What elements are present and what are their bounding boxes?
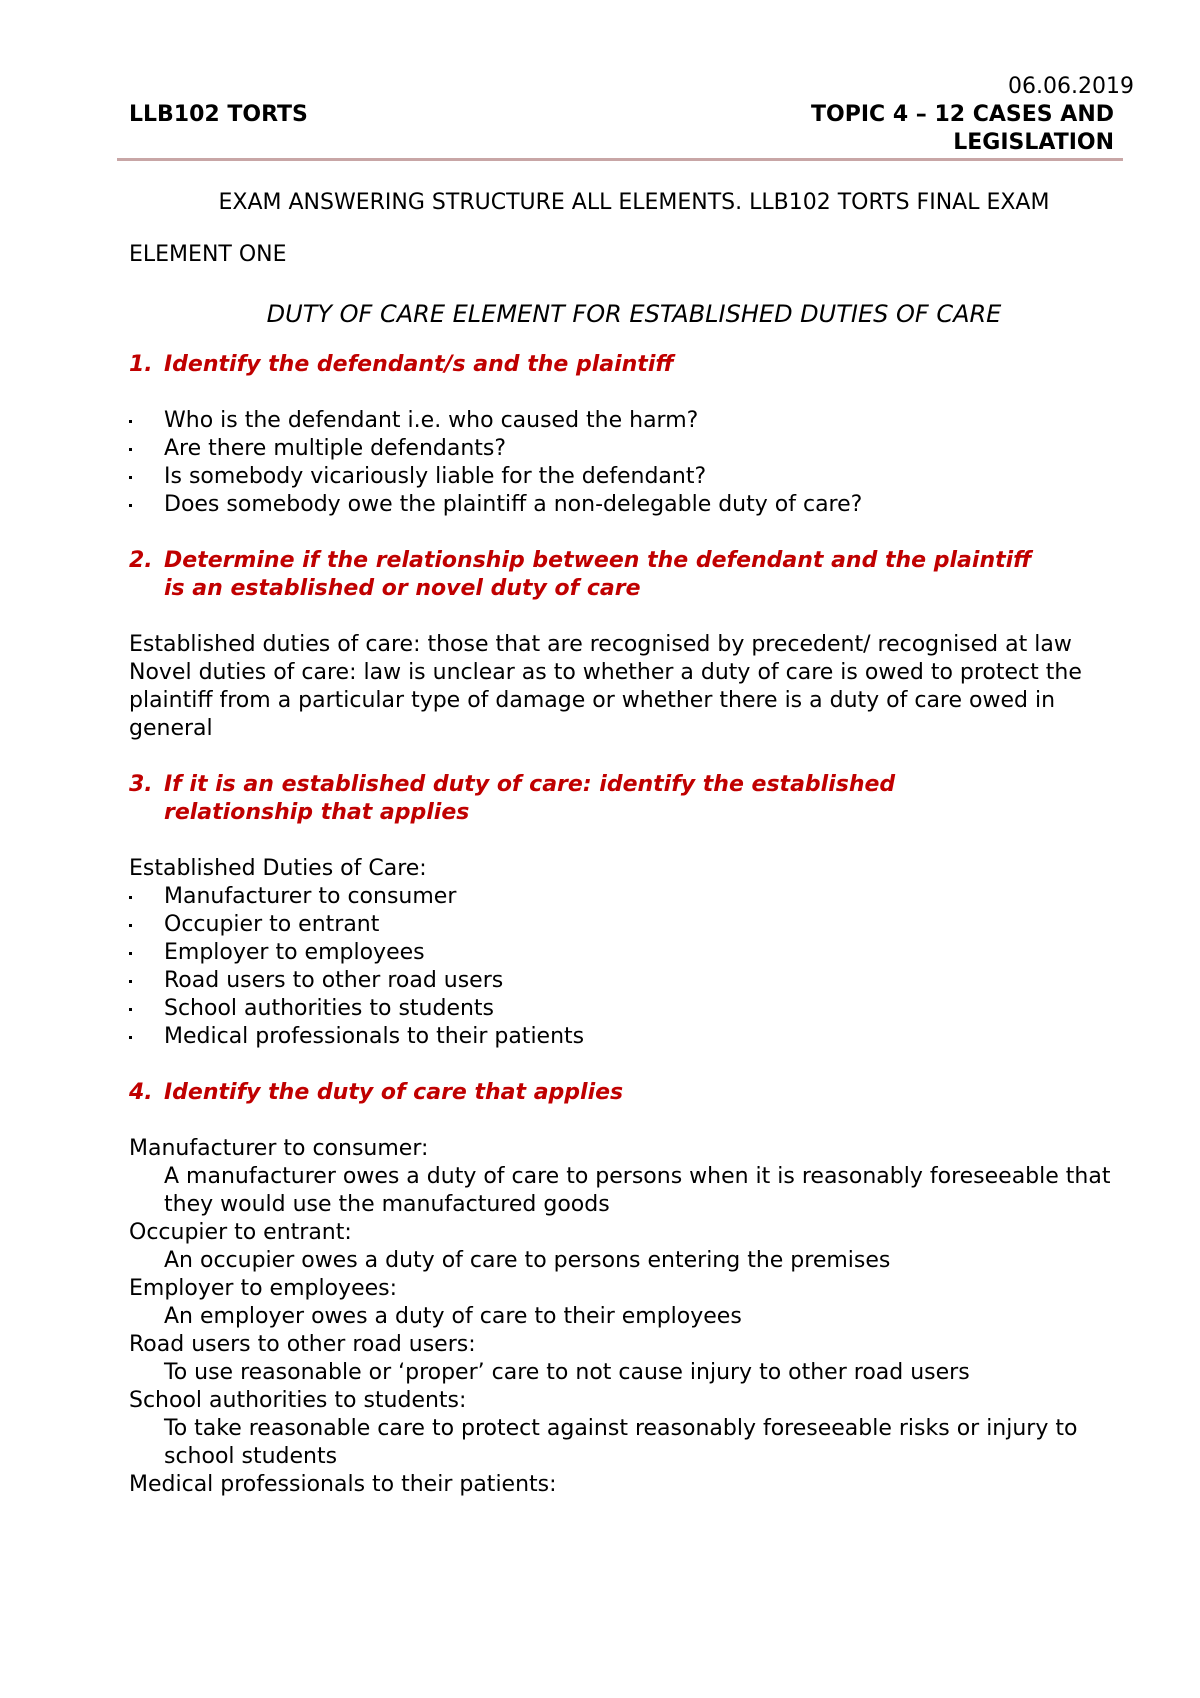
step-3-title-line-1: If it is an established duty of care: identify the established: [164, 772, 896, 797]
element-label: ELEMENT ONE: [129, 242, 287, 267]
step-1-number: 1.: [129, 352, 153, 377]
step-2-title-line-2: is an established or novel duty of care: [164, 576, 641, 601]
established-duties-definition: Established duties of care: those that are recognised by precedent/ recognised at law: [129, 632, 1072, 657]
list-item: Does somebody owe the plaintiff a non-delegable duty of care?: [129, 491, 1139, 519]
document-body: [129, 189, 1139, 1499]
list-item: Is somebody vicariously liable for the defendant?: [129, 463, 1139, 491]
step-3-title: [164, 771, 1139, 827]
list-item: Road users to other road users: [129, 967, 1139, 995]
list-item: Occupier to entrant: [129, 911, 1139, 939]
step-3-title-line-2: relationship that applies: [164, 800, 470, 825]
duty-detail: An occupier owes a duty of care to persons entering the premises: [164, 1248, 891, 1273]
step-1-title: Identify the defendant/s and the plaintiff: [164, 352, 674, 377]
topic-heading: [754, 101, 1114, 157]
duty-heading: Employer to employees:: [129, 1276, 398, 1301]
duty-heading: Medical professionals to their patients:: [129, 1472, 557, 1497]
duty-detail: A manufacturer owes a duty of care to persons when it is reasonably foreseeable that they would use the manufactured goods: [164, 1164, 1111, 1217]
established-duties-intro: Established Duties of Care:: [129, 856, 427, 881]
step-1-bullet-list: [129, 407, 1139, 519]
duty-heading: Occupier to entrant:: [129, 1220, 352, 1245]
list-item: Manufacturer to consumer: [129, 883, 1139, 911]
step-4-title: Identify the duty of care that applies: [164, 1080, 624, 1105]
step-3-number: 3.: [129, 772, 153, 797]
topic-line-2: LEGISLATION: [953, 130, 1114, 155]
duty-heading: School authorities to students:: [129, 1388, 467, 1413]
duty-detail: To use reasonable or ‘proper’ care to not cause injury to other road users: [164, 1360, 970, 1385]
step-2-title-line-1: Determine if the relationship between the defendant and the plaintiff: [164, 548, 1032, 573]
step-4-number: 4.: [129, 1080, 153, 1105]
step-2-number: 2.: [129, 548, 153, 573]
step-1-heading: [129, 351, 1139, 379]
list-item: School authorities to students: [129, 995, 1139, 1023]
step-4-heading: [129, 1079, 1139, 1107]
duty-heading: Manufacturer to consumer:: [129, 1136, 429, 1161]
exam-title: EXAM ANSWERING STRUCTURE ALL ELEMENTS. LLB102 TORTS FINAL EXAM: [218, 190, 1050, 215]
section-title: DUTY OF CARE ELEMENT FOR ESTABLISHED DUTIES OF CARE: [266, 300, 1002, 328]
step-3-heading: [129, 771, 1139, 827]
duty-heading: Road users to other road users:: [129, 1332, 476, 1357]
course-code: LLB102 TORTS: [129, 102, 308, 127]
duty-detail: To take reasonable care to protect against reasonably foreseeable risks or injury to school students: [164, 1416, 1078, 1469]
list-item: Employer to employees: [129, 939, 1139, 967]
document-date: 06.06.2019: [1008, 74, 1134, 99]
topic-line-1: TOPIC 4 – 12 CASES AND: [811, 102, 1114, 127]
step-2-title: [164, 547, 1139, 603]
step-2-heading: [129, 547, 1139, 603]
list-item: Medical professionals to their patients: [129, 1023, 1139, 1051]
list-item: Are there multiple defendants?: [129, 435, 1139, 463]
list-item: Who is the defendant i.e. who caused the harm?: [129, 407, 1139, 435]
header-divider: [117, 158, 1123, 161]
duty-detail: An employer owes a duty of care to their employees: [164, 1304, 742, 1329]
step-3-bullet-list: [129, 883, 1139, 1051]
novel-duties-definition: Novel duties of care: law is unclear as to whether a duty of care is owed to protect the plaintiff from a particular type of damage or whether there is a duty of care owed in general: [129, 660, 1082, 741]
